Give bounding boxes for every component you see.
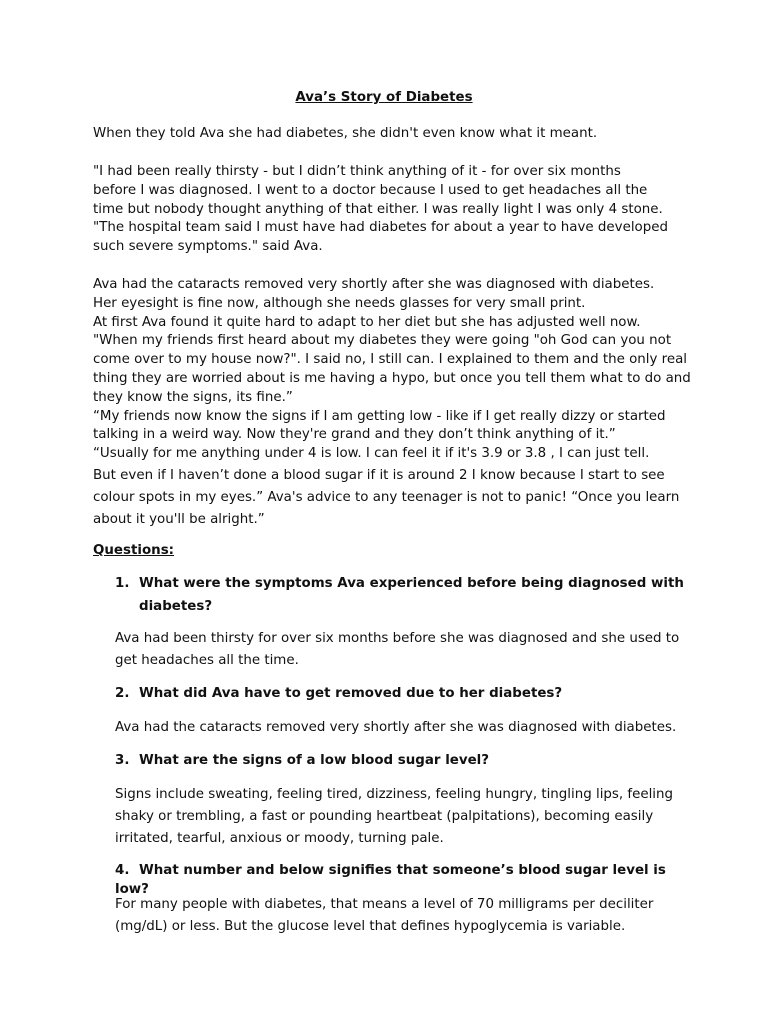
story-line: Ava had the cataracts removed very shortly after she was diagnosed with diabetes. [93, 277, 655, 292]
document-title: Ava’s Story of Diabetes [295, 90, 473, 105]
story-line: But even if I haven’t done a blood sugar if it is around 2 I know because I start to see [93, 467, 665, 483]
quote-line: "I had been really thirsty - but I didn’t think anything of it - for over six months [93, 164, 621, 179]
question-text: What did Ava have to get removed due to her diabetes? [139, 686, 563, 701]
question-text: What number and below signifies that someone’s blood sugar level is low? [115, 863, 666, 897]
question-3 [115, 752, 695, 771]
story-line: thing they are worried about is me having a hypo, but once you tell them what to do and [93, 370, 691, 386]
answer-1 [115, 630, 695, 671]
quote-line: time but nobody thought anything of that either. I was really light I was only 4 stone. [93, 201, 663, 217]
answer-line: shaky or trembling, a fast or pounding heartbeat (palpitations), becoming easily [115, 808, 654, 824]
question-4 [115, 862, 695, 900]
question-text: What were the symptoms Ava experienced before being diagnosed with [139, 576, 684, 591]
story-line: come over to my house now?". I said no, I still can. I explained to them and the only real [93, 352, 688, 368]
question-text-continued: diabetes? [139, 598, 213, 614]
story-line: talking in a weird way. Now they're grand and they don’t think anything of it.” [93, 427, 616, 443]
question-text: What are the signs of a low blood sugar level? [139, 753, 490, 768]
story-line: colour spots in my eyes.” Ava's advice to any teenager is not to panic! “Once you learn [93, 489, 680, 505]
answer-line: Ava had been thirsty for over six months before she was diagnosed and she used to [115, 631, 680, 646]
question-number: 1. [115, 576, 130, 591]
intro-paragraph: When they told Ava she had diabetes, she didn't even know what it meant. [93, 126, 598, 141]
story-line: Her eyesight is fine now, although she needs glasses for very small print. [93, 295, 586, 311]
story-line: “Usually for me anything under 4 is low. I can feel it if it's 3.9 or 3.8 , I can just tell. [93, 446, 650, 462]
question-number: 2. [115, 686, 130, 701]
story-line: At first Ava found it quite hard to adapt to her diet but she has adjusted well now. [93, 314, 641, 330]
story-paragraph [93, 276, 693, 529]
question-number: 4. [115, 863, 130, 878]
story-line: "When my friends first heard about my diabetes they were going "oh God can you not [93, 333, 672, 349]
question-number: 3. [115, 753, 130, 768]
answer-line: irritated, tearful, anxious or moody, turning pale. [115, 830, 444, 846]
quote-line: such severe symptoms." said Ava. [93, 239, 323, 255]
story-line: they know the signs, its fine.” [93, 389, 293, 405]
question-1 [115, 575, 695, 617]
questions-heading: Questions: [93, 543, 175, 558]
answer-line: For many people with diabetes, that means a level of 70 milligrams per deciliter [115, 897, 654, 912]
quote-paragraph [93, 163, 693, 257]
answer-line: Signs include sweating, feeling tired, dizziness, feeling hungry, tingling lips, feeling [115, 787, 674, 802]
quote-line: before I was diagnosed. I went to a doctor because I used to get headaches all the [93, 182, 648, 198]
answer-line: Ava had the cataracts removed very shortly after she was diagnosed with diabetes. [115, 720, 677, 735]
answer-3 [115, 786, 695, 848]
story-line: “My friends now know the signs if I am getting low - like if I get really dizzy or started [93, 408, 666, 424]
quote-line: "The hospital team said I must have had diabetes for about a year to have developed [93, 220, 668, 236]
answer-2 [115, 719, 695, 738]
story-line: about it you'll be alright.” [93, 511, 265, 527]
answer-line: (mg/dL) or less. But the glucose level that defines hypoglycemia is variable. [115, 918, 626, 934]
answer-line: get headaches all the time. [115, 652, 299, 668]
answer-4 [115, 896, 695, 937]
question-2 [115, 685, 695, 704]
